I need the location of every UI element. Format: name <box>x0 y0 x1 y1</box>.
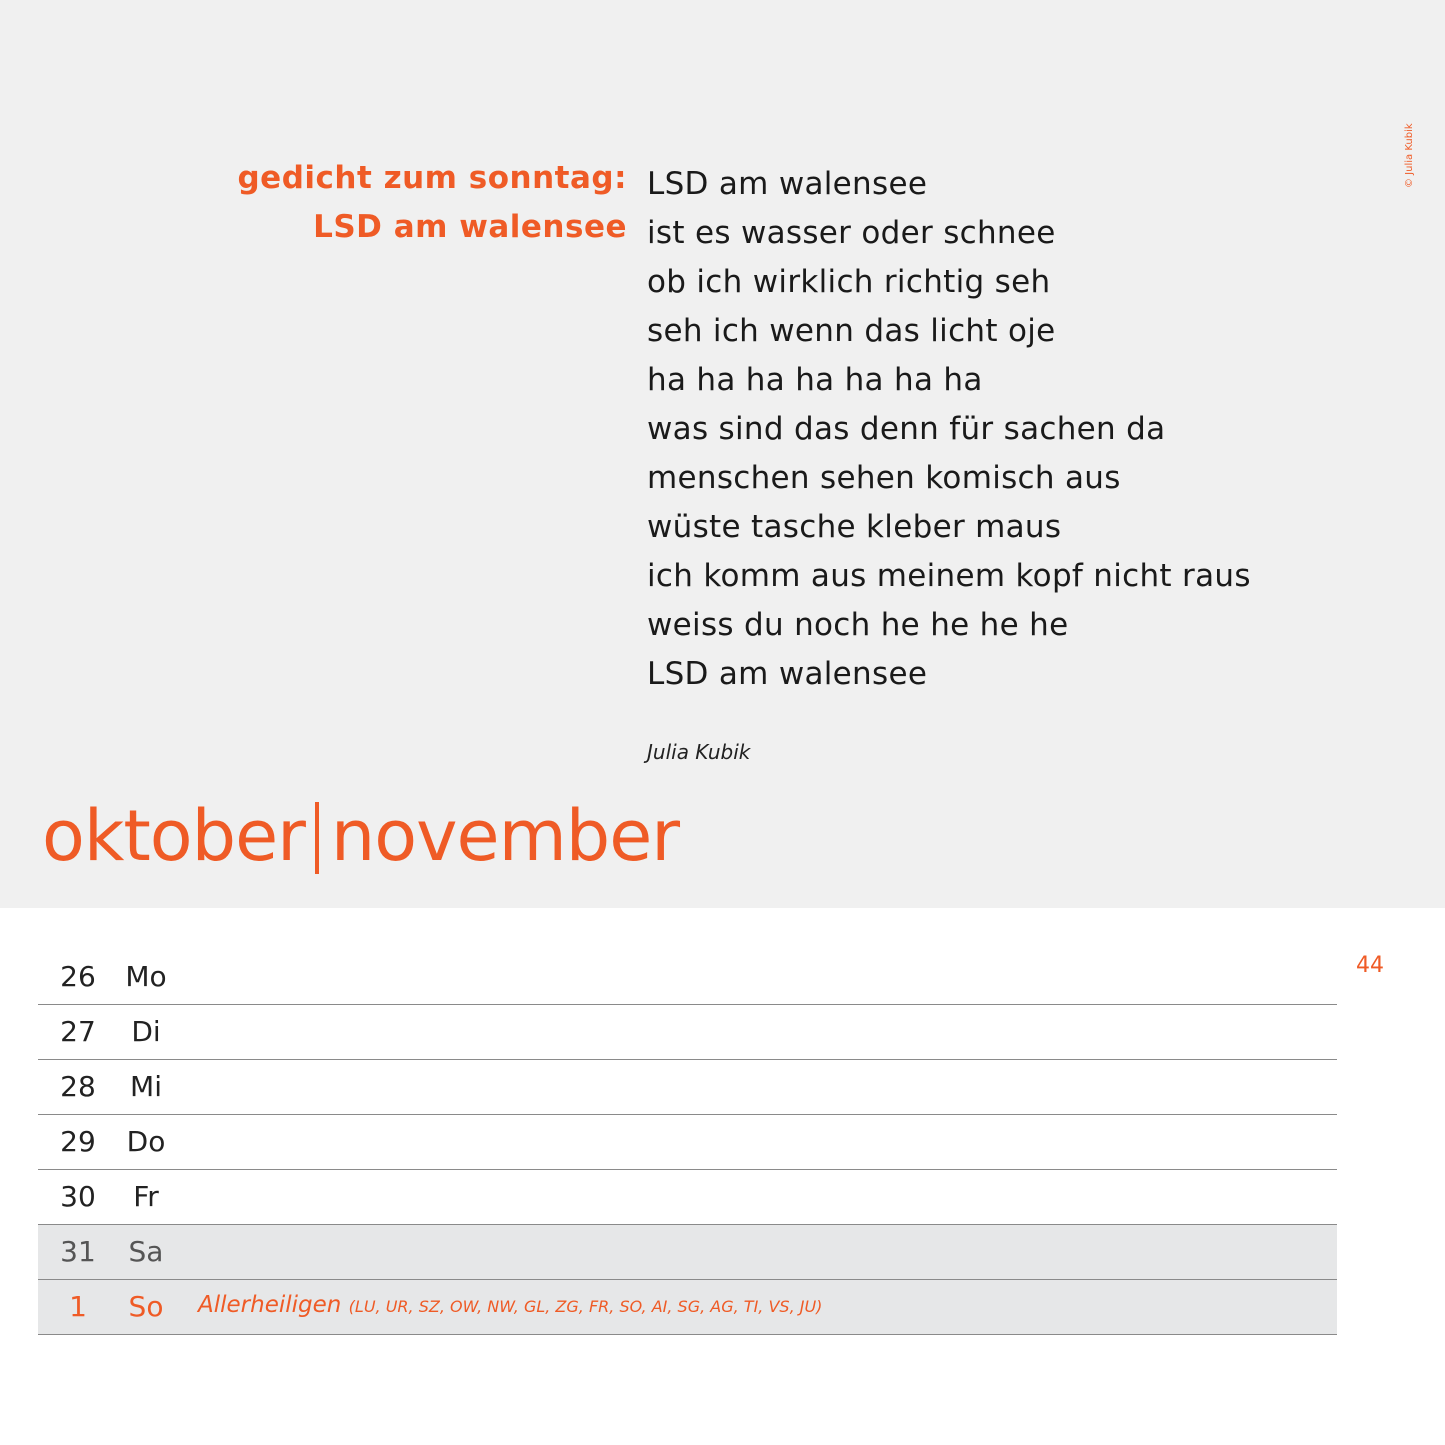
weekday: Mi <box>130 1070 162 1103</box>
weekday: Mo <box>125 960 167 993</box>
poem-line: LSD am walensee <box>647 166 928 202</box>
day-number: 27 <box>60 1015 96 1048</box>
weekday: Fr <box>133 1180 159 1213</box>
day-row[interactable] <box>38 1115 1337 1170</box>
day-row[interactable] <box>38 1060 1337 1115</box>
photo-credit: © Julia Kubik <box>1404 123 1415 188</box>
poem-line: ich komm aus meinem kopf nicht raus <box>647 558 1251 594</box>
month-title <box>42 795 679 877</box>
poem-author: Julia Kubik <box>647 740 751 764</box>
poem-heading-title: LSD am walensee <box>313 209 627 245</box>
poem-line: weiss du noch he he he he <box>647 607 1069 643</box>
holiday-name: Allerheiligen <box>198 1292 342 1318</box>
poem-line: ha ha ha ha ha ha ha <box>647 362 983 398</box>
poem-line: ist es wasser oder schnee <box>647 215 1056 251</box>
month-separator <box>315 802 319 874</box>
day-number: 29 <box>60 1125 96 1158</box>
day-row[interactable] <box>38 1005 1337 1060</box>
poem-heading-label: gedicht zum sonntag: <box>237 160 627 196</box>
poem-line: seh ich wenn das licht oje <box>647 313 1056 349</box>
poem-line: LSD am walensee <box>647 656 928 692</box>
poem-text <box>647 160 1251 699</box>
poem-line: wüste tasche kleber maus <box>647 509 1062 545</box>
day-row-weekend[interactable] <box>38 1225 1337 1280</box>
weekday: Di <box>131 1015 161 1048</box>
weekday: Do <box>126 1125 166 1158</box>
day-row[interactable] <box>38 1170 1337 1225</box>
day-number: 30 <box>60 1180 96 1213</box>
poem-line: ob ich wirklich richtig seh <box>647 264 1051 300</box>
weekday: So <box>128 1290 164 1323</box>
day-row-holiday[interactable] <box>38 1280 1337 1335</box>
day-row[interactable] <box>38 950 1337 1005</box>
day-number: 26 <box>60 960 96 993</box>
poem-line: menschen sehen komisch aus <box>647 460 1121 496</box>
month-b: november <box>330 795 680 877</box>
holiday-note <box>198 1292 822 1318</box>
calendar-rows <box>38 950 1337 1335</box>
holiday-cantons: (LU, UR, SZ, OW, NW, GL, ZG, FR, SO, AI, SG, AG, TI, VS, JU) <box>348 1297 823 1316</box>
day-number: 31 <box>60 1235 96 1268</box>
weekday: Sa <box>128 1235 164 1268</box>
day-number: 28 <box>60 1070 96 1103</box>
month-a: oktober <box>42 795 305 877</box>
week-number: 44 <box>1356 953 1384 978</box>
day-number: 1 <box>69 1290 87 1323</box>
poem-line: was sind das denn für sachen da <box>647 411 1166 447</box>
